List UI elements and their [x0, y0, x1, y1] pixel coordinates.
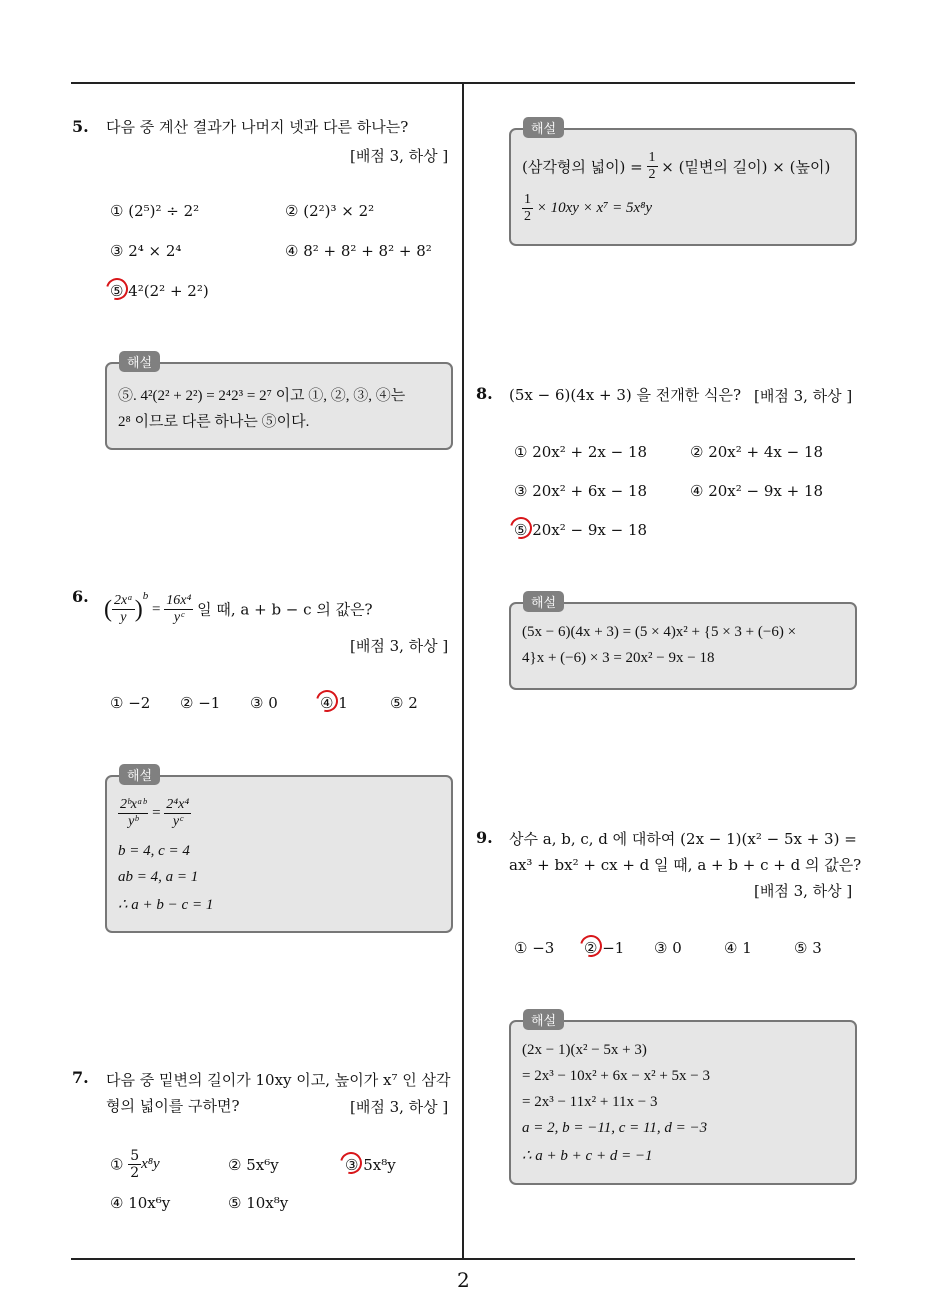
- q6-left-den: y: [120, 610, 127, 626]
- q9-text-line2: ax³ + bx² + cx + d 일 때, a + b + c + d 의 값은?: [509, 856, 862, 874]
- q7-option-1-post: x⁸y: [141, 1156, 160, 1172]
- q8-points: [배점 3, 하상 ]: [754, 387, 853, 405]
- q5-option-1[interactable]: ① (2⁵)² ÷ 2²: [110, 202, 200, 220]
- q8-option-2[interactable]: ② 20x² + 4x − 18: [690, 443, 824, 461]
- q5-text: 다음 중 계산 결과가 나머지 넷과 다른 하나는?: [106, 118, 409, 136]
- q6-sol-frac1-den: yᵇ: [128, 814, 139, 829]
- q9-solution-line3: = 2x³ − 11x² + 11x − 3: [522, 1094, 658, 1110]
- column-divider: [462, 83, 464, 1259]
- q6-points: [배점 3, 하상 ]: [350, 637, 449, 655]
- q7-text-line1: 다음 중 밑변의 길이가 10xy 이고, 높이가 x⁷ 인 삼각: [106, 1071, 451, 1089]
- q6-sol-frac1-num: 2ᵇxᵃᵇ: [120, 797, 147, 812]
- q5-option-5[interactable]: ⑤ 4²(2² + 2²): [110, 282, 209, 300]
- q7-sol1-num: 1: [648, 150, 656, 165]
- q6-right-num: 16x⁴: [166, 593, 192, 609]
- q7-sol2-den: 2: [524, 209, 531, 224]
- q8-number: 8.: [476, 384, 493, 403]
- q8-option-5[interactable]: ⑤ 20x² − 9x − 18: [514, 521, 648, 539]
- q9-solution-line5: ∴ a + b + c + d = −1: [522, 1148, 653, 1164]
- q6-option-4[interactable]: ④ 1: [320, 694, 348, 712]
- q8-option-1[interactable]: ① 20x² + 2x − 18: [514, 443, 648, 461]
- q9-points: [배점 3, 하상 ]: [754, 882, 853, 900]
- q7-option-5[interactable]: ⑤ 10x⁸y: [228, 1194, 289, 1212]
- q7-option-1-frac-num: 5: [130, 1148, 140, 1164]
- q6-exp: b: [142, 590, 149, 602]
- q9-solution-tag: 해설: [523, 1009, 564, 1030]
- q5-solution-tag: 해설: [119, 351, 160, 372]
- q8-solution-box: [509, 602, 857, 690]
- q5-option-4[interactable]: ④ 8² + 8² + 8² + 8²: [285, 242, 432, 260]
- q5-solution-line1: ⑤. 4²(2² + 2²) = 2⁴2³ = 2⁷ 이고 ①, ②, ③, ④는: [118, 388, 406, 404]
- q6-option-3[interactable]: ③ 0: [250, 694, 278, 712]
- q9-option-5[interactable]: ⑤ 3: [794, 939, 822, 957]
- q6-solution-line2: b = 4, c = 4: [118, 843, 190, 859]
- q7-sol1-pre: (삼각형의 넓이) =: [522, 158, 643, 176]
- q5-number: 5.: [72, 117, 89, 136]
- q7-option-3[interactable]: ③ 5x⁸y: [345, 1156, 396, 1174]
- q7-sol2-num: 1: [524, 192, 531, 207]
- q7-option-4[interactable]: ④ 10x⁶y: [110, 1194, 171, 1212]
- q8-option-3[interactable]: ③ 20x² + 6x − 18: [514, 482, 648, 500]
- q6-option-2[interactable]: ② −1: [180, 694, 221, 712]
- q7-points: [배점 3, 하상 ]: [350, 1098, 449, 1116]
- q9-number: 9.: [476, 828, 493, 847]
- q7-solution-box: [509, 128, 857, 246]
- q9-solution-line1: (2x − 1)(x² − 5x + 3): [522, 1042, 647, 1058]
- q6-solution-line3: ab = 4, a = 1: [118, 869, 199, 885]
- q5-points: [배점 3, 하상 ]: [350, 147, 449, 165]
- q6-equation: ( $\frac{\text{2xᵃ}}{y}$ )$^b$ = $\frac{\text{16x⁴}}{\text{yᶜ}}$ 일 때, a + b − c 의 값은?: [104, 590, 373, 626]
- q7-solution-line1: [522, 150, 830, 183]
- q6-solution-line1: $\frac{\text{2ᵇxᵃᵇ}}{\text{yᵇ}}$ = $\frac{\text{2⁴x⁴}}{\text{yᶜ}}$: [120, 797, 190, 829]
- q8-solution-line1: (5x − 6)(4x + 3) = (5 × 4)x² + {5 × 3 + (−6) ×: [522, 624, 797, 640]
- q7-option-1-frac-den: 2: [130, 1165, 140, 1181]
- q6-solution-line4: ∴ a + b − c = 1: [118, 897, 214, 913]
- q7-option-1-num: ①: [110, 1155, 124, 1174]
- page-number: 2: [457, 1268, 470, 1292]
- q6-text: 일 때, a + b − c 의 값은?: [197, 600, 373, 619]
- q6-sol-frac2-num: 2⁴x⁴: [166, 797, 190, 812]
- q9-option-4[interactable]: ④ 1: [724, 939, 752, 957]
- q6-sol-frac2-den: yᶜ: [172, 814, 183, 829]
- q6-left-num: 2xᵃ: [114, 593, 133, 609]
- q9-text-line1: 상수 a, b, c, d 에 대하여 (2x − 1)(x² − 5x + 3) =: [509, 830, 857, 848]
- q5-option-2[interactable]: ② (2²)³ × 2²: [285, 202, 375, 220]
- q7-solution-tag: 해설: [523, 117, 564, 138]
- q9-option-3[interactable]: ③ 0: [654, 939, 682, 957]
- bottom-rule: [71, 1258, 855, 1260]
- q7-sol1-den: 2: [648, 167, 656, 182]
- q5-solution-line2: 2⁸ 이므로 다른 하나는 ⑤이다.: [118, 414, 310, 430]
- q9-solution-line2: = 2x³ − 10x² + 6x − x² + 5x − 3: [522, 1068, 710, 1084]
- q7-option-2[interactable]: ② 5x⁶y: [228, 1156, 279, 1174]
- q8-solution-line2: 4}x + (−6) × 3 = 20x² − 9x − 18: [522, 650, 715, 666]
- q8-text: (5x − 6)(4x + 3) 을 전개한 식은?: [509, 386, 741, 404]
- q5-solution-box: [105, 362, 453, 450]
- q7-sol2-post: × 10xy × x⁷ = 5x⁸y: [536, 200, 653, 216]
- q7-option-1[interactable]: [110, 1148, 160, 1181]
- q7-solution-line2: [522, 192, 652, 225]
- q6-right-den: yᶜ: [173, 610, 184, 626]
- q6-number: 6.: [72, 587, 89, 606]
- q7-number: 7.: [72, 1068, 89, 1087]
- q9-option-2[interactable]: ② −1: [584, 939, 625, 957]
- q7-text-line2: 형의 넓이를 구하면?: [106, 1097, 240, 1115]
- q6-solution-tag: 해설: [119, 764, 160, 785]
- q8-option-4[interactable]: ④ 20x² − 9x + 18: [690, 482, 824, 500]
- q7-sol1-post: × (밑변의 길이) × (높이): [661, 158, 831, 176]
- q8-solution-tag: 해설: [523, 591, 564, 612]
- q9-option-1[interactable]: ① −3: [514, 939, 555, 957]
- q6-option-5[interactable]: ⑤ 2: [390, 694, 418, 712]
- q5-option-3[interactable]: ③ 2⁴ × 2⁴: [110, 242, 182, 260]
- q6-option-1[interactable]: ① −2: [110, 694, 151, 712]
- q9-solution-line4: a = 2, b = −11, c = 11, d = −3: [522, 1120, 708, 1136]
